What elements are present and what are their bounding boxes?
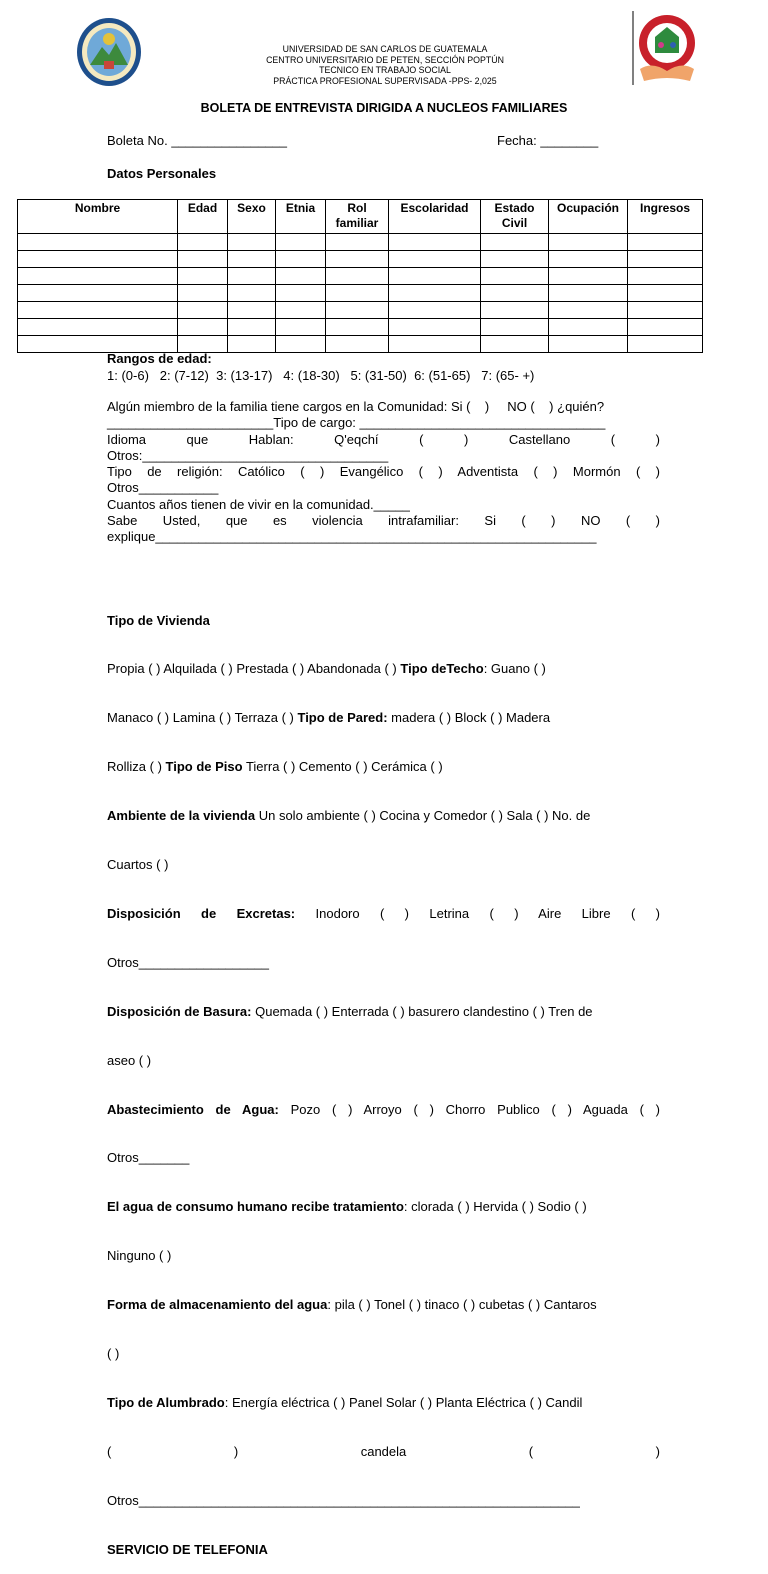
excretas-line[interactable]: Disposición de Excretas: Inodoro ( ) Letrina ( ) Aire Libre ( ) [107,905,660,921]
vivienda-title: Tipo de Vivienda [107,612,210,628]
idioma-otros[interactable]: Otros:__________________________________ [107,447,389,463]
table-cell[interactable] [18,251,178,268]
header-line: PRÁCTICA PROFESIONAL SUPERVISADA -PPS- 2,025 [273,76,497,87]
tratamiento-line[interactable]: El agua de consumo humano recibe tratamiento: clorada ( ) Hervida ( ) Sodio ( ) [107,1199,587,1215]
excretas-otros[interactable]: Otros__________________ [107,954,269,970]
idioma-question[interactable]: Idioma que Hablan: Q'eqchí ( ) Castellano ( ) [107,431,660,447]
table-cell[interactable] [481,319,549,336]
table-cell[interactable] [178,251,228,268]
form-title: BOLETA DE ENTREVISTA DIRIGIDA A NUCLEOS FAMILIARES [200,101,568,115]
alumbrado-otros[interactable]: Otros_____________________________________________________________ [107,1492,580,1508]
personal-data-table [17,199,703,353]
violencia-explique[interactable]: explique_____________________________________________________________ [107,529,597,545]
col-header-edad: Edad [178,200,228,234]
rangos-title: Rangos de edad: [107,351,212,366]
cargo-type-line[interactable]: _______________________Tipo de cargo: __________________________________ [107,415,606,431]
table-cell[interactable] [276,302,326,319]
table-cell[interactable] [326,336,389,353]
table-cell[interactable] [276,319,326,336]
anios-question[interactable]: Cuantos años tienen de vivir en la comunidad._____ [107,496,410,512]
table-cell[interactable] [389,251,481,268]
religion-question[interactable]: Tipo de religión: Católico ( ) Evangélico ( ) Adventista ( ) Mormón ( ) [107,464,660,480]
table-cell[interactable] [178,302,228,319]
almacenamiento-line[interactable]: Forma de almacenamiento del agua: pila ( ) Tonel ( ) tinaco ( ) cubetas ( ) Cantaros [107,1297,597,1313]
table-header-row [18,200,703,234]
table-cell[interactable] [178,336,228,353]
table-cell[interactable] [481,302,549,319]
alumbrado-line[interactable]: Tipo de Alumbrado: Energía eléctrica ( ) Panel Solar ( ) Planta Eléctrica ( ) Candil [107,1394,583,1410]
vivienda-line-1[interactable]: Propia ( ) Alquilada ( ) Prestada ( ) Abandonada ( ) Tipo deTecho: Guano ( ) [107,661,546,677]
table-cell[interactable] [628,336,703,353]
col-header-sexo: Sexo [228,200,276,234]
religion-otros[interactable]: Otros___________ [107,480,219,496]
table-cell[interactable] [276,285,326,302]
table-cell[interactable] [228,251,276,268]
agua-otros[interactable]: Otros_______ [107,1150,190,1166]
table-cell[interactable] [389,336,481,353]
table-cell[interactable] [18,302,178,319]
table-cell[interactable] [481,268,549,285]
ambiente-line[interactable]: Ambiente de la vivienda Un solo ambiente ( ) Cocina y Comedor ( ) Sala ( ) No. de [107,808,591,824]
col-header-rol-familiar: Rol familiar [326,200,389,234]
fecha-field[interactable]: Fecha: ________ [497,133,599,148]
col-header-escolaridad: Escolaridad [389,200,481,234]
table-cell[interactable] [326,285,389,302]
table-cell[interactable] [549,319,628,336]
table-cell[interactable] [228,336,276,353]
table-cell[interactable] [389,285,481,302]
col-header-etnia: Etnia [276,200,326,234]
agua-line[interactable]: Abastecimiento de Agua: Pozo ( ) Arroyo ( ) Chorro Publico ( ) Aguada ( ) [107,1101,660,1117]
table-cell[interactable] [549,234,628,251]
table-cell[interactable] [276,234,326,251]
table-cell[interactable] [326,319,389,336]
table-row [18,234,703,251]
table-cell[interactable] [228,302,276,319]
table-row [18,336,703,353]
table-cell[interactable] [389,319,481,336]
table-cell[interactable] [18,336,178,353]
table-cell[interactable] [389,234,481,251]
basura-line[interactable]: Disposición de Basura: Quemada ( ) Enterrada ( ) basurero clandestino ( ) Tren de [107,1003,593,1019]
table-row [18,319,703,336]
table-cell[interactable] [549,302,628,319]
alumbrado-cont[interactable]: ( ) candela ( ) [107,1443,660,1459]
table-cell[interactable] [481,234,549,251]
header-line: TECNICO EN TRABAJO SOCIAL [319,65,451,76]
table-cell[interactable] [18,319,178,336]
table-cell[interactable] [326,251,389,268]
table-cell[interactable] [276,336,326,353]
header-line: CENTRO UNIVERSITARIO DE PETEN, SECCIÓN POPTÚN [266,54,504,65]
boleta-number-field[interactable]: Boleta No. ________________ [107,133,287,148]
cargo-question[interactable]: Algún miembro de la familia tiene cargos en la Comunidad: Si ( ) NO ( ) ¿quién? [107,399,605,414]
vivienda-line-3[interactable]: Rolliza ( ) Tipo de Piso Tierra ( ) Cemento ( ) Cerámica ( ) [107,759,443,775]
table-cell[interactable] [628,268,703,285]
vivienda-section [107,580,660,1574]
institution-header [230,44,540,87]
table-cell[interactable] [549,251,628,268]
table-cell[interactable] [628,234,703,251]
almacenamiento-cont[interactable]: ( ) [107,1345,120,1361]
table-cell[interactable] [178,285,228,302]
table-row [18,251,703,268]
table-cell[interactable] [178,234,228,251]
table-cell[interactable] [178,319,228,336]
table-row [18,302,703,319]
table-cell[interactable] [628,319,703,336]
table-cell[interactable] [326,268,389,285]
table-cell[interactable] [276,251,326,268]
table-cell[interactable] [628,251,703,268]
table-cell[interactable] [178,268,228,285]
table-cell[interactable] [18,268,178,285]
table-cell[interactable] [18,234,178,251]
table-cell[interactable] [389,302,481,319]
table-cell[interactable] [549,285,628,302]
community-questions [107,399,660,546]
col-header-ingresos: Ingresos [628,200,703,234]
table-cell[interactable] [228,319,276,336]
table-cell[interactable] [481,285,549,302]
table-cell[interactable] [228,234,276,251]
rangos-values: 1: (0-6) 2: (7-12) 3: (13-17) 4: (18-30) 5: (31-50) 6: (51-65) 7: (65- +) [107,368,535,383]
table-cell[interactable] [481,251,549,268]
tratamiento-ninguno[interactable]: Ninguno ( ) [107,1248,172,1264]
table-cell[interactable] [326,302,389,319]
header-line: UNIVERSIDAD DE SAN CARLOS DE GUATEMALA [282,44,488,54]
vivienda-line-2[interactable]: Manaco ( ) Lamina ( ) Terraza ( ) Tipo de Pared: madera ( ) Block ( ) Madera [107,710,551,726]
table-cell[interactable] [228,268,276,285]
table-cell[interactable] [228,285,276,302]
table-cell[interactable] [549,336,628,353]
table-cell[interactable] [276,268,326,285]
col-header-estado-civil: Estado Civil [481,200,549,234]
table-row [18,268,703,285]
datos-personales-heading: Datos Personales [107,166,217,181]
table-row [18,285,703,302]
table-cell[interactable] [18,285,178,302]
telefonia-heading: SERVICIO DE TELEFONIA [107,1541,268,1557]
col-header-nombre: Nombre [18,200,178,234]
violencia-question[interactable]: Sabe Usted, que es violencia intrafamiliar: Si ( ) NO ( ) [107,513,660,529]
cunpet-logo [632,9,698,86]
table-cell[interactable] [481,336,549,353]
table-cell[interactable] [549,268,628,285]
basura-aseo[interactable]: aseo ( ) [107,1052,152,1068]
table-cell[interactable] [628,285,703,302]
table-cell[interactable] [389,268,481,285]
cuartos-line[interactable]: Cuartos ( ) [107,857,169,873]
usac-seal-logo [76,17,142,87]
table-cell[interactable] [628,302,703,319]
table-cell[interactable] [326,234,389,251]
col-header-ocupacion: Ocupación [549,200,628,234]
